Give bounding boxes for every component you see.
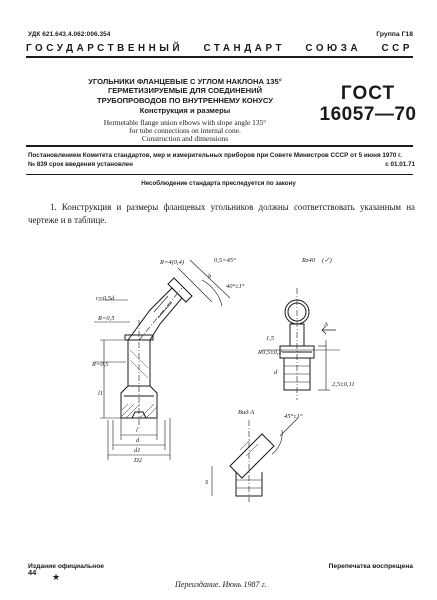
banner-word-3: СОЮЗА: [305, 43, 362, 54]
label-view-a: Вид А: [238, 409, 255, 416]
label-b: b: [208, 273, 212, 280]
decree-line-1: Постановлением Комитета стандартов, мер и измерительных приборов при Совете Министров СССР от 5 июня 1970 г.: [28, 152, 402, 159]
gost-number: 16057—70: [319, 104, 417, 125]
label-d2: D2: [134, 457, 142, 464]
title-rule-top: [26, 145, 413, 147]
title-en-line-3: Construction and dimensions: [141, 134, 229, 144]
page-number: 44: [28, 568, 37, 577]
reprint-note: Переиздание. Июнь 1987 г.: [175, 580, 267, 589]
elbow-main-view: [121, 278, 192, 430]
clause-1: 1. Конструкция и размеры фланцевых угольников должны соответствовать указанным на чертеже и в таблице.: [28, 202, 415, 225]
banner-rule: [26, 56, 413, 58]
label-d-small: d: [274, 369, 278, 376]
title-en-line-1: Hermetable flange union elbows with slope angle 135°: [103, 117, 267, 127]
label-dim-right: 2,5±0,11: [332, 381, 355, 388]
label-chamfer: 0,5×45°: [214, 257, 236, 264]
label-r05b: R=0,5: [92, 361, 109, 368]
label-r0-5: r=0,5d: [96, 295, 115, 302]
label-r-tol: R0,5±0,2: [258, 349, 282, 356]
title-ru-line-3: ТРУБОПРОВОДОВ ПО ВНУТРЕННЕМУ КОНУСУ: [96, 95, 274, 105]
non-observance-notice: Несоблюдение стандарта преследуется по закону: [141, 180, 296, 187]
label-r05: R=0,5: [98, 315, 115, 322]
decree-line-2-right: с 01.01.71: [385, 160, 415, 168]
title-en-line-2: for tube connections on internal cone.: [129, 126, 241, 136]
elbow-side-view: [262, 288, 340, 400]
decree-text: [28, 152, 415, 170]
title-ru-sub: Конструкция и размеры: [139, 105, 231, 115]
footer-reprint-prohibited: Перепечатка воспрещена: [328, 563, 413, 570]
label-l1: l1: [98, 390, 104, 397]
standard-banner: [26, 43, 413, 54]
dimensions-main: [94, 260, 230, 460]
banner-word-2: СТАНДАРТ: [203, 43, 286, 54]
label-angle: 40°±1°: [226, 283, 245, 290]
title-en: [60, 119, 310, 144]
label-rz-check: (✓): [322, 257, 332, 264]
title-ru-line-1: УГОЛЬНИКИ ФЛАНЦЕВЫЕ С УГЛОМ НАКЛОНА 135°: [88, 77, 282, 86]
gost-designation: [313, 84, 423, 125]
udk-code: УДК 621.643.4.062:006.354: [28, 31, 111, 38]
group-code: Группа Г18: [376, 31, 413, 38]
banner-word-4: ССР: [381, 43, 413, 54]
star-icon: ★: [52, 572, 61, 582]
technical-drawing: [0, 240, 437, 560]
label-d: d: [136, 437, 140, 444]
label-l: l: [136, 427, 138, 434]
label-angle2: 45°±1°: [284, 413, 303, 420]
gost-label: ГОСТ: [340, 83, 396, 104]
banner-word-1: ГОСУДАРСТВЕННЫЙ: [26, 43, 184, 54]
label-a-arrow: A: [324, 321, 328, 328]
title-block: [60, 77, 310, 144]
footer-official-edition: Издание официальное: [28, 563, 105, 570]
label-dim-15: 1,5: [266, 335, 275, 342]
decree-rule: [26, 174, 413, 175]
label-r-top: R=4(0,4): [160, 259, 185, 266]
decree-line-2-left: № 839 срок введения установлен: [28, 160, 133, 168]
view-a: [212, 418, 298, 502]
label-s: S: [205, 479, 209, 486]
label-d1: d1: [134, 447, 141, 454]
label-rz: Rz40: [302, 257, 315, 264]
title-ru-line-2: ГЕРМЕТИЗИРУЕМЫЕ ДЛЯ СОЕДИНЕНИЙ: [107, 86, 263, 96]
